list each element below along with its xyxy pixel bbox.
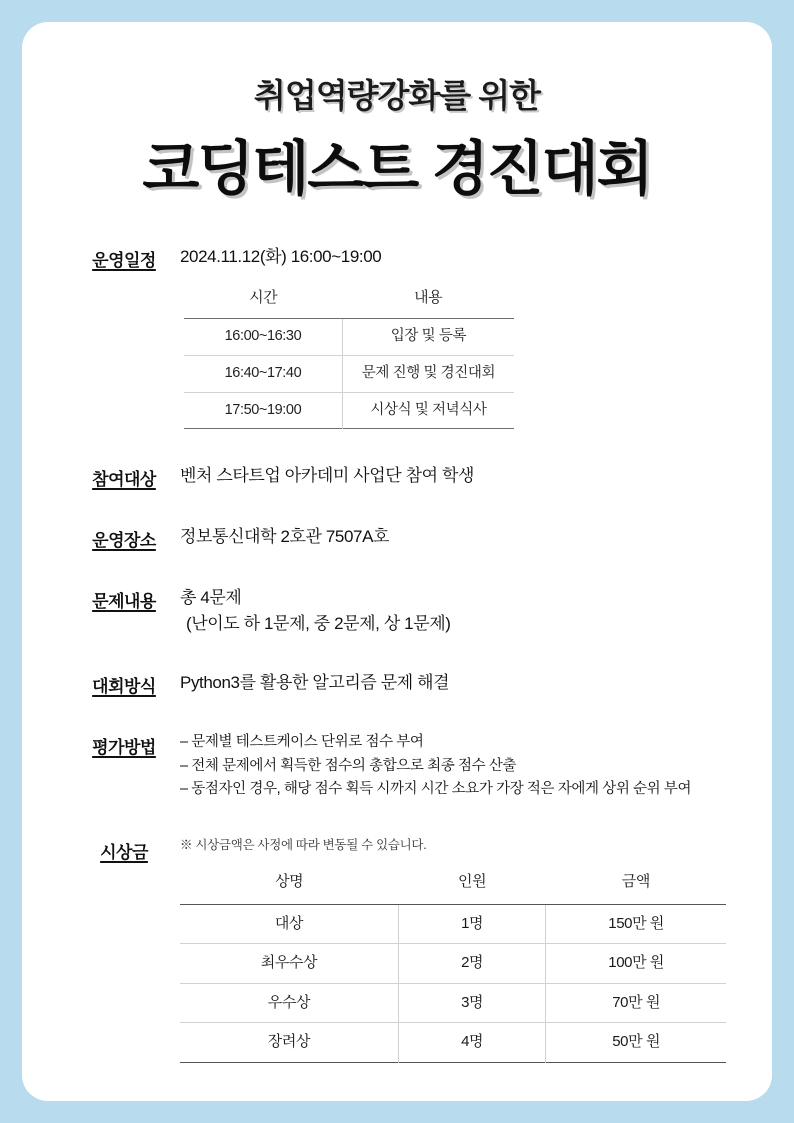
poster-card xyxy=(22,22,772,1101)
row-target xyxy=(68,463,726,490)
spacer xyxy=(68,437,726,463)
label-method: 대회방식 xyxy=(92,677,156,697)
prize-count: 3명 xyxy=(398,983,545,1023)
problems-line2: (난이도 하 1문제, 중 2문제, 상 1문제) xyxy=(186,613,451,633)
schedule-datetime: 2024.11.12(화) 16:00~19:00 xyxy=(180,247,382,266)
value-evaluation xyxy=(180,731,726,801)
prize-name: 최우수상 xyxy=(180,944,398,984)
prize-name: 우수상 xyxy=(180,983,398,1023)
table-header-row xyxy=(180,863,726,904)
prize-name: 대상 xyxy=(180,904,398,944)
evaluation-line: – 전체 문제에서 획득한 점수의 총합으로 최종 점수 산출 xyxy=(180,757,517,774)
table-row xyxy=(184,392,514,429)
row-schedule xyxy=(68,244,726,429)
label-evaluation: 평가방법 xyxy=(92,738,156,758)
label-schedule: 운영일정 xyxy=(92,251,156,270)
prize-th-count: 인원 xyxy=(398,863,545,904)
table-row xyxy=(180,904,726,944)
table-row xyxy=(180,983,726,1023)
label-prize: 시상금 xyxy=(100,842,148,862)
prize-table xyxy=(180,863,726,1063)
schedule-th-content: 내용 xyxy=(342,280,514,319)
schedule-time: 17:50~19:00 xyxy=(184,392,342,429)
row-place xyxy=(68,524,726,551)
prize-amount: 100만 원 xyxy=(608,954,665,972)
page-title: 코딩테스트 경진대회 xyxy=(142,136,652,202)
spacer xyxy=(68,705,726,731)
schedule-time: 16:40~17:40 xyxy=(184,355,342,392)
spacer xyxy=(68,559,726,585)
prize-count: 2명 xyxy=(398,944,545,984)
prize-name: 장려상 xyxy=(180,1023,398,1063)
label-target: 참여대상 xyxy=(92,470,156,490)
prize-note: ※ 시상금액은 사정에 따라 변동될 수 있습니다. xyxy=(180,837,427,852)
spacer xyxy=(68,498,726,524)
table-row xyxy=(180,1023,726,1063)
prize-table-wrap xyxy=(180,863,726,1063)
schedule-th-time: 시간 xyxy=(184,280,342,319)
value-problems xyxy=(180,585,726,636)
prize-th-name: 상명 xyxy=(180,863,398,904)
prize-count: 1명 xyxy=(398,904,545,944)
schedule-content: 시상식 및 저녁식사 xyxy=(370,401,487,418)
row-method xyxy=(68,670,726,697)
value-schedule xyxy=(180,244,726,429)
table-row xyxy=(184,355,514,392)
title-block xyxy=(22,22,772,206)
row-prize xyxy=(68,836,726,1063)
value-place: 정보통신대학 2호관 7507A호 xyxy=(180,527,390,547)
schedule-table xyxy=(184,280,514,430)
prize-amount: 150만 원 xyxy=(608,914,665,932)
poster-content xyxy=(22,206,772,1063)
table-row xyxy=(180,944,726,984)
schedule-table-wrap xyxy=(184,280,514,430)
prize-th-amount: 금액 xyxy=(546,863,726,904)
schedule-content: 문제 진행 및 경진대회 xyxy=(361,364,496,381)
poster-subtitle: 취업역량강화를 위한 xyxy=(253,77,541,114)
prize-amount: 70만 원 xyxy=(612,993,661,1011)
problems-line1: 총 4문제 xyxy=(180,588,242,608)
table-row xyxy=(184,319,514,356)
label-place: 운영장소 xyxy=(92,531,156,551)
spacer xyxy=(68,644,726,670)
prize-amount: 50만 원 xyxy=(612,1033,661,1051)
value-target: 벤처 스타트업 아카데미 사업단 참여 학생 xyxy=(180,466,474,486)
row-evaluation xyxy=(68,731,726,801)
label-problems: 문제내용 xyxy=(92,592,156,612)
evaluation-line: – 동점자인 경우, 해당 점수 획득 시까지 시간 소요가 가장 적은 자에게 상위 순위 부여 xyxy=(180,781,692,798)
schedule-content: 입장 및 등록 xyxy=(390,328,467,344)
spacer xyxy=(68,810,726,836)
value-method: Python3를 활용한 알고리즘 문제 해결 xyxy=(180,673,450,693)
schedule-time: 16:00~16:30 xyxy=(184,319,342,356)
value-prize xyxy=(180,836,726,1063)
prize-count: 4명 xyxy=(398,1023,545,1063)
table-header-row xyxy=(184,280,514,319)
row-problems xyxy=(68,585,726,636)
evaluation-line: – 문제별 테스트케이스 단위로 점수 부여 xyxy=(180,734,424,751)
